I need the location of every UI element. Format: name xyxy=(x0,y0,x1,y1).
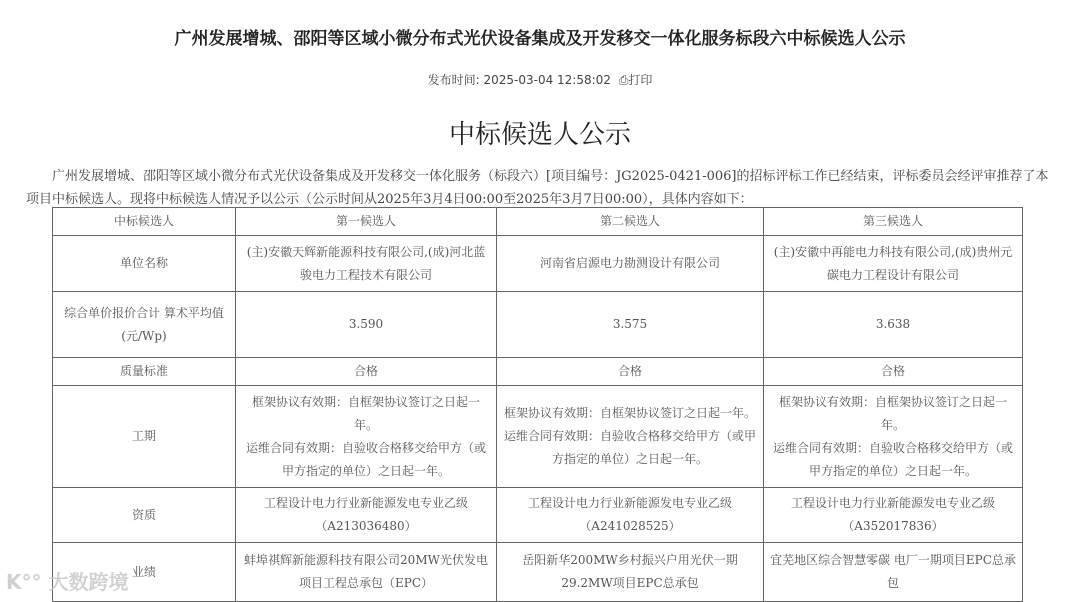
print-icon: ⎙ xyxy=(618,73,629,87)
row-label: 综合单价报价合计 算术平均值(元/Wp) xyxy=(53,292,236,358)
cell-line: 工程设计电力行业新能源发电专业乙级 xyxy=(263,496,468,510)
table-row xyxy=(53,236,1023,292)
page-title: 广州发展增城、邵阳等区域小微分布式光伏设备集成及开发移交一体化服务标段六中标候选人公示 xyxy=(174,29,906,49)
column-header: 中标候选人 xyxy=(53,208,236,236)
watermark-logo: K°° 大数跨境 xyxy=(6,570,129,594)
print-button[interactable] xyxy=(619,73,653,87)
column-header: 第一候选人 xyxy=(236,208,497,236)
cell-line: （A213036480） xyxy=(315,519,417,533)
cell-line: 工程设计电力行业新能源发电专业乙级 xyxy=(790,496,995,510)
table-row xyxy=(53,488,1023,543)
table-cell: 3.590 xyxy=(236,292,497,358)
table-cell: 3.575 xyxy=(497,292,764,358)
column-header: 第二候选人 xyxy=(497,208,764,236)
cell-line: 工程设计电力行业新能源发电专业乙级 xyxy=(527,496,732,510)
table-cell: 岳阳新华200MW乡村振兴户用光伏一期29.2MW项目EPC总承包 xyxy=(497,543,764,602)
table-cell: 合格 xyxy=(236,358,497,386)
row-label: 工期 xyxy=(53,386,236,488)
cell-line: 框架协议有效期：自框架协议签订之日起一年。 xyxy=(778,394,1007,432)
cell-line: （A352017836） xyxy=(842,519,944,533)
table-row xyxy=(53,386,1023,488)
column-header: 第三候选人 xyxy=(764,208,1023,236)
table-row xyxy=(53,358,1023,386)
table-cell xyxy=(497,386,764,488)
table-cell: (主)安徽中再能电力科技有限公司,(成)贵州元碳电力工程设计有限公司 xyxy=(764,236,1023,292)
publish-time: 2025-03-04 12:58:02 xyxy=(483,73,611,87)
cell-line: 运维合同有效期：自验收合格移交给甲方（或甲方指定的单位）之日起一年。 xyxy=(245,440,486,478)
table-row xyxy=(53,543,1023,602)
row-label: 业绩 xyxy=(53,543,236,602)
cell-line: 运维合同有效期：自验收合格移交给甲方（或甲方指定的单位）之日起一年。 xyxy=(503,429,756,466)
table-cell xyxy=(764,488,1023,543)
table-cell xyxy=(764,386,1023,488)
row-label: 资质 xyxy=(53,488,236,543)
row-label: 质量标准 xyxy=(53,358,236,386)
table-cell: 河南省启源电力勘测设计有限公司 xyxy=(497,236,764,292)
table-cell xyxy=(236,386,497,488)
table-row xyxy=(53,292,1023,358)
cell-line: 框架协议有效期：自框架协议签订之日起一年。 xyxy=(251,394,480,432)
cell-line: 运维合同有效期：自验收合格移交给甲方（或甲方指定的单位）之日起一年。 xyxy=(772,440,1013,478)
table-cell: 合格 xyxy=(764,358,1023,386)
table-cell xyxy=(236,488,497,543)
table-cell: (主)安徽天辉新能源科技有限公司,(成)河北蓝骏电力工程技术有限公司 xyxy=(236,236,497,292)
table-cell: 3.638 xyxy=(764,292,1023,358)
table-header-row xyxy=(53,208,1023,236)
publish-label: 发布时间: xyxy=(427,73,480,87)
table-cell: 合格 xyxy=(497,358,764,386)
print-label: 打印 xyxy=(628,73,653,87)
row-label: 单位名称 xyxy=(53,236,236,292)
cell-line: 框架协议有效期：自框架协议签订之日起一年。 xyxy=(503,406,756,420)
cell-line: （A241028525） xyxy=(579,519,681,533)
intro-paragraph: 广州发展增城、邵阳等区域小微分布式光伏设备集成及开发移交一体化服务（标段六）[项目编号：JG2025-0421-006]的招标评标工作已经结束，评标委员会经评审推荐了本项目中标候选人。现将中标候选人情况予以公示（公示时间从2025年3月4日00:00至2025年3月7日00:00），具体内容如下： xyxy=(26,169,1049,207)
table-cell xyxy=(497,488,764,543)
table-cell: 蚌埠祺辉新能源科技有限公司20MW光伏发电项目工程总承包（EPC） xyxy=(236,543,497,602)
publish-meta xyxy=(0,71,1080,88)
announcement-heading: 中标候选人公示 xyxy=(448,120,631,150)
table-cell: 宜芜地区综合智慧零碳 电厂一期项目EPC总承包 xyxy=(764,543,1023,602)
candidates-table xyxy=(52,207,1023,602)
